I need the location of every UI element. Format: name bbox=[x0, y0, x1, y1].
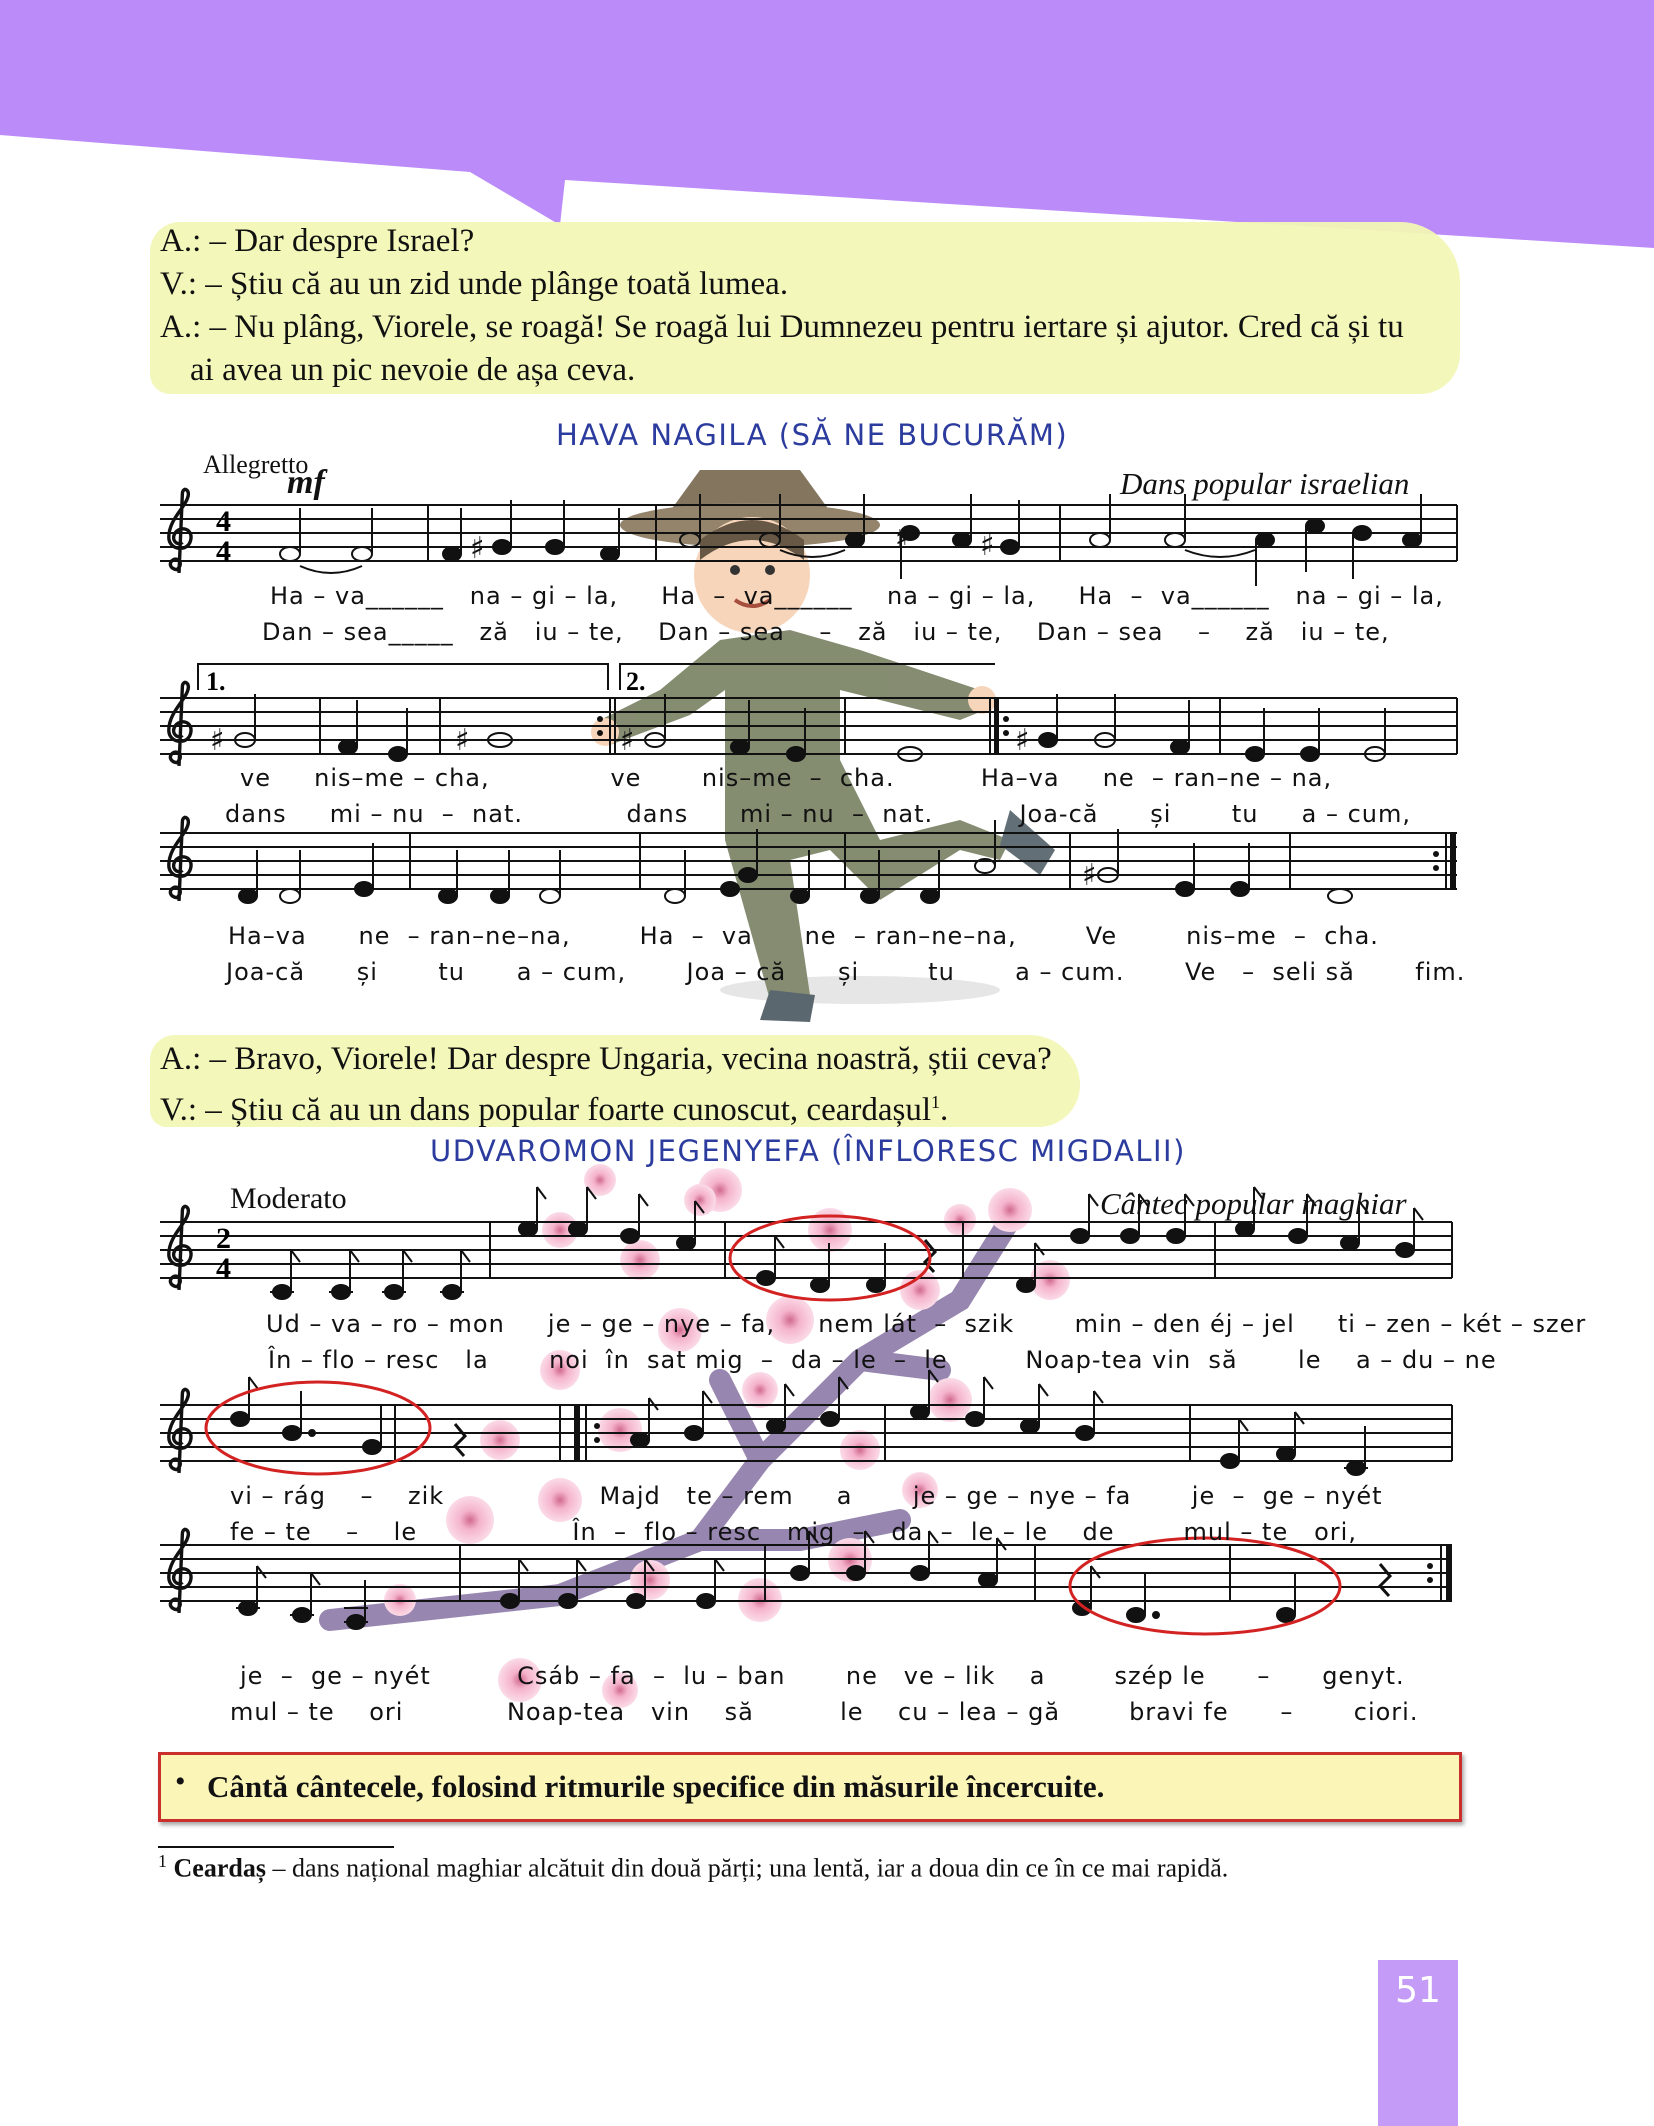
task-text: Cântă cântecele, folosind ritmurile specifice din măsurile încercuite. bbox=[207, 1769, 1105, 1804]
svg-text:♯: ♯ bbox=[895, 521, 910, 556]
footnote-divider bbox=[158, 1846, 394, 1848]
dialogue-line: ai avea un pic nevoie de așa ceva. bbox=[190, 352, 636, 388]
svg-text:♯: ♯ bbox=[1015, 723, 1030, 758]
dialogue-line: V.: – Știu că au un zid unde plânge toată lumea. bbox=[160, 266, 789, 302]
lyrics-line: Dan – sea_____ ză iu – te, Dan – sea – ză iu – te, Dan – sea – ză iu – te, bbox=[262, 618, 1390, 646]
dialogue-line: A.: – Dar despre Israel? bbox=[160, 223, 475, 259]
svg-text:♯: ♯ bbox=[455, 723, 470, 758]
lyrics-line: Joa-că și tu a – cum, Joa – că și tu a – cum. Ve – seli să fim. bbox=[226, 958, 1466, 986]
song-title: HAVA NAGILA (SĂ NE BUCURĂM) bbox=[556, 418, 1069, 452]
lyrics-line: Ha–va ne – ran–ne–na, Ha – va ne – ran–ne–na, Ve nis–me – cha. bbox=[228, 922, 1379, 950]
lyrics-line: vi – rág – zik Majd te – rem a je – ge – nye – fa je – ge – nyét bbox=[230, 1482, 1383, 1510]
ending-1: 1. bbox=[206, 667, 226, 696]
dialogue-line: V.: – Știu că au un dans popular foarte cunoscut, ceardașul$^1$. bbox=[160, 1092, 949, 1128]
lyrics-line: ve nis–me – cha, ve nis–me – cha. Ha–va ne – ran–ne – na, bbox=[240, 764, 1333, 792]
task-box bbox=[158, 1752, 1462, 1822]
lyrics-line: Ha – va______ na – gi – la, Ha – va______ na – gi – la, Ha – va______ na – gi – la, bbox=[270, 582, 1444, 610]
time-sig-bottom: 4 bbox=[216, 535, 231, 568]
page-number: 51 bbox=[1395, 1970, 1441, 2011]
song-attribution: Dans popular israelian bbox=[1120, 466, 1410, 501]
dynamic-marking: mf bbox=[287, 464, 325, 501]
page-number-tab bbox=[1378, 1960, 1458, 2126]
tempo-marking: Moderato bbox=[230, 1182, 347, 1215]
svg-text:♯: ♯ bbox=[620, 723, 635, 758]
svg-text:♯: ♯ bbox=[470, 531, 485, 566]
tempo-marking: Allegretto bbox=[203, 450, 309, 479]
ending-2: 2. bbox=[626, 667, 646, 696]
song-attribution: Cântec popular maghiar bbox=[1100, 1186, 1407, 1221]
lyrics-line: În – flo – resc la noi în sat mig – da – le – le Noap-tea vin să le a – du – ne bbox=[268, 1346, 1497, 1374]
time-sig-bottom: 4 bbox=[216, 1252, 231, 1285]
lyrics-line: dans mi – nu – nat. dans mi – nu – nat. Joa-că și tu a – cum, bbox=[225, 800, 1411, 828]
lyrics-line: mul – te ori Noap-tea vin să le cu – lea – gă bravi fe – ciori. bbox=[230, 1698, 1419, 1726]
svg-text:♯: ♯ bbox=[210, 723, 225, 758]
lyrics-line: je – ge – nyét Csáb – fa – lu – ban ne ve – lik a szép le – genyt. bbox=[240, 1662, 1405, 1690]
time-sig-top: 2 bbox=[216, 1222, 231, 1255]
time-sig-top: 4 bbox=[216, 505, 231, 538]
song-title: UDVAROMON JEGENYEFA (ÎNFLORESC MIGDALII) bbox=[430, 1134, 1186, 1168]
lyrics-line: fe – te – le În – flo – resc mig – da – le – le de mul – te ori, bbox=[230, 1518, 1357, 1546]
dialogue-line: A.: – Nu plâng, Viorele, se roagă! Se roagă lui Dumnezeu pentru iertare și ajutor. Cred că și tu bbox=[160, 309, 1404, 345]
lyrics-line: Ud – va – ro – mon je – ge – nye – fa, nem lát – szik min – den éj – jel ti – zen – két – szer bbox=[266, 1310, 1587, 1338]
svg-text:♯: ♯ bbox=[1082, 858, 1097, 893]
bullet: • bbox=[175, 1765, 186, 1798]
footnote: $^1$ Ceardaș – dans național maghiar alcătuit din două părți; una lentă, iar a doua din ce în ce mai rapidă. bbox=[158, 1851, 1229, 1883]
dialogue-line: A.: – Bravo, Viorele! Dar despre Ungaria, vecina noastră, știi ceva? bbox=[160, 1041, 1052, 1077]
svg-text:♯: ♯ bbox=[980, 528, 995, 563]
